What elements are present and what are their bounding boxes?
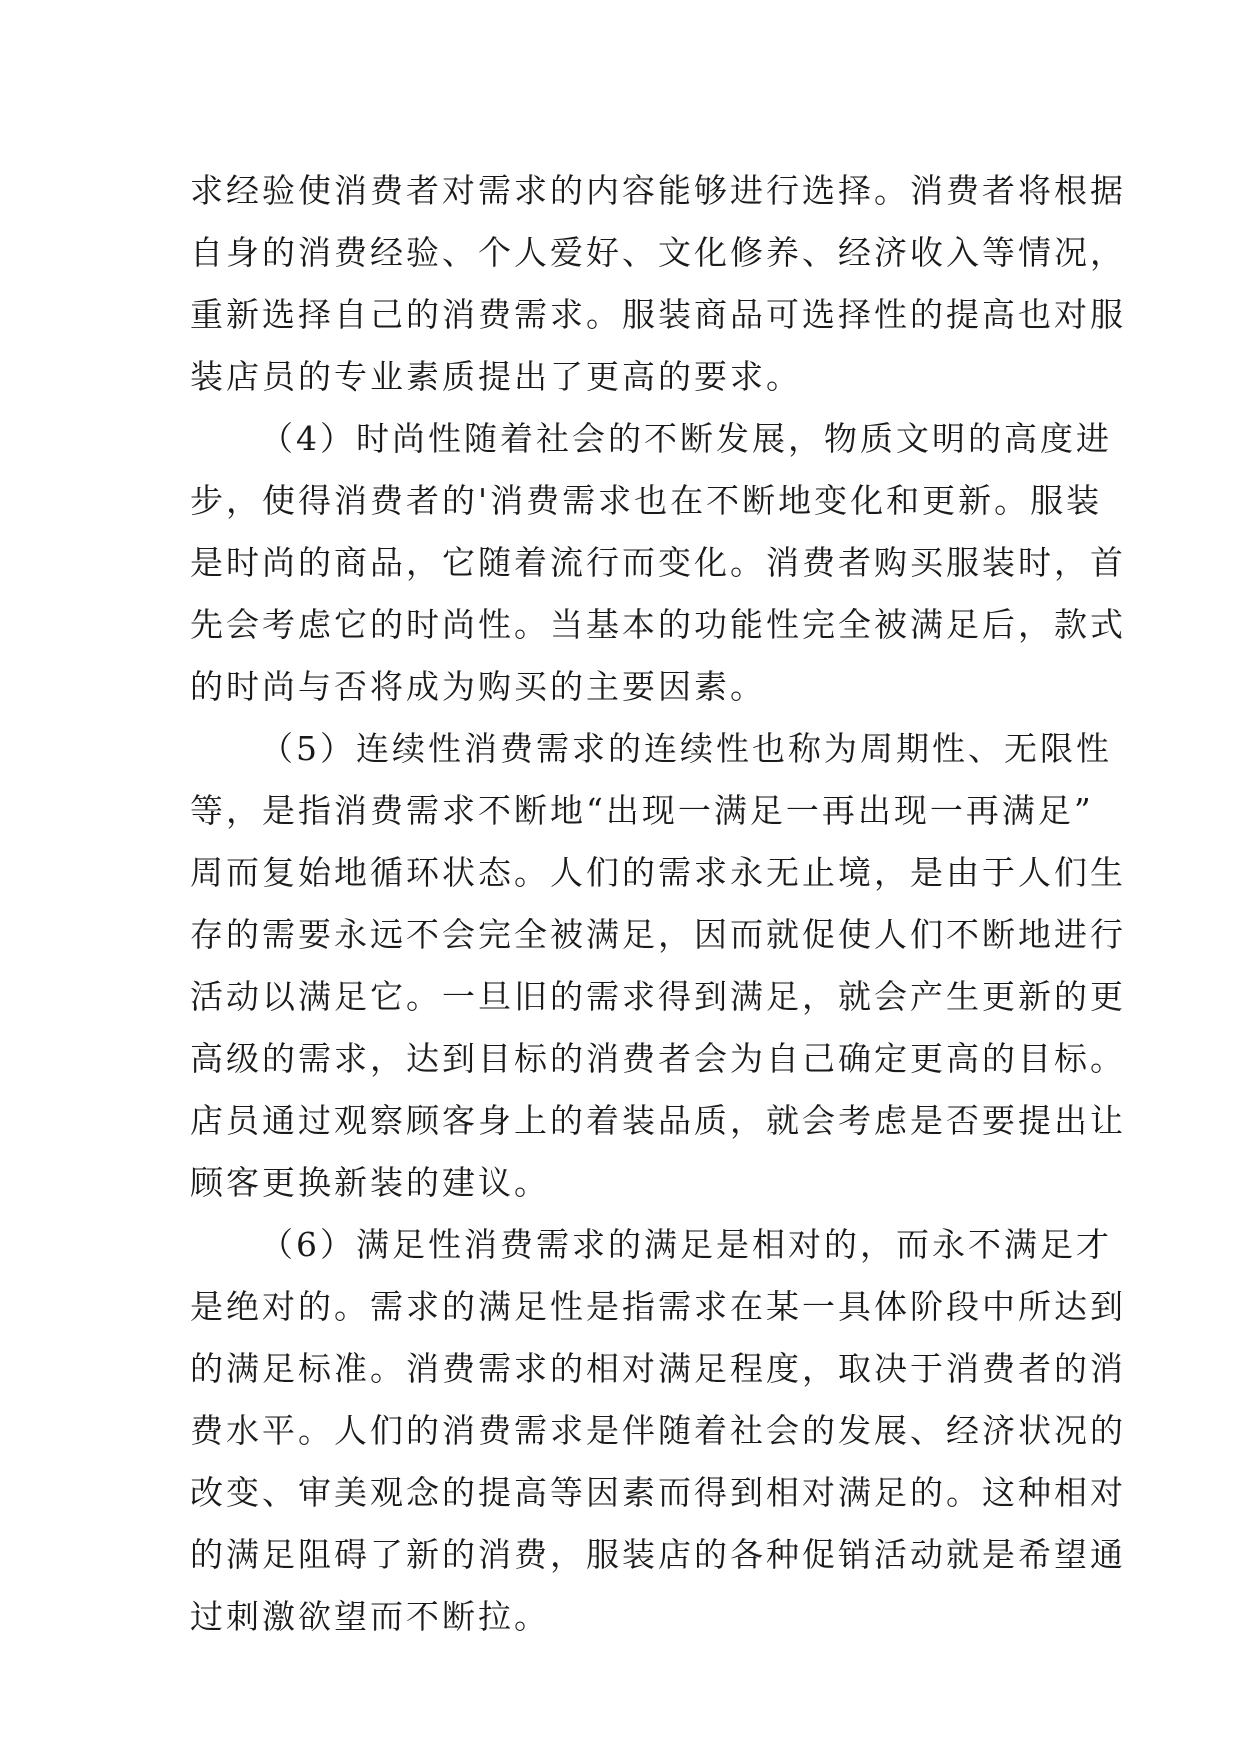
document-body [190,160,1126,1648]
paragraph-1 [190,160,1126,408]
text-line: 先会考虑它的时尚性。当基本的功能性完全被满足后，款式 [190,605,1126,644]
text-line: 过刺激欲望而不断拉。 [190,1597,550,1636]
text-line: 改变、审美观念的提高等因素而得到相对满足的。这种相对 [190,1473,1126,1512]
text-line: 是时尚的商品，它随着流行而变化。消费者购买服装时，首 [190,543,1126,582]
text-line: （6）满足性消费需求的满足是相对的，而永不满足才 [260,1225,1112,1264]
text-line: 顾客更换新装的建议。 [190,1163,550,1202]
text-line: 自身的消费经验、个人爱好、文化修养、经济收入等情况， [190,233,1126,272]
text-line: （5）连续性消费需求的连续性也称为周期性、无限性 [260,729,1112,768]
paragraph-continuity [190,718,1126,1214]
text-line: 的满足标准。消费需求的相对满足程度，取决于消费者的消 [190,1349,1126,1388]
text-line: 存的需要永远不会完全被满足，因而就促使人们不断地进行 [190,915,1126,954]
text-line: 周而复始地循环状态。人们的需求永无止境，是由于人们生 [190,853,1126,892]
text-line: 费水平。人们的消费需求是伴随着社会的发展、经济状况的 [190,1411,1126,1450]
text-line: 是绝对的。需求的满足性是指需求在某一具体阶段中所达到 [190,1287,1126,1326]
text-line: 的时尚与否将成为购买的主要因素。 [190,667,766,706]
text-line: 步，使得消费者的'消费需求也在不断地变化和更新。服装 [190,481,1103,520]
paragraph-fashion [190,408,1126,718]
text-line: 重新选择自己的消费需求。服装商品可选择性的提高也对服 [190,295,1126,334]
text-line: 求经验使消费者对需求的内容能够进行选择。消费者将根据 [190,171,1126,210]
text-line: 活动以满足它。一旦旧的需求得到满足，就会产生更新的更 [190,977,1126,1016]
text-line: 的满足阻碍了新的消费，服装店的各种促销活动就是希望通 [190,1535,1126,1574]
text-line: 高级的需求，达到目标的消费者会为自己确定更高的目标。 [190,1039,1126,1078]
paragraph-satisfaction [190,1214,1126,1648]
text-line: 店员通过观察顾客身上的着装品质，就会考虑是否要提出让 [190,1101,1126,1140]
text-line: （4）时尚性随着社会的不断发展，物质文明的高度进 [260,419,1112,458]
text-line: 装店员的专业素质提出了更高的要求。 [190,357,802,396]
text-line: 等，是指消费需求不断地“出现一满足一再出现一再满足” [190,791,1094,830]
